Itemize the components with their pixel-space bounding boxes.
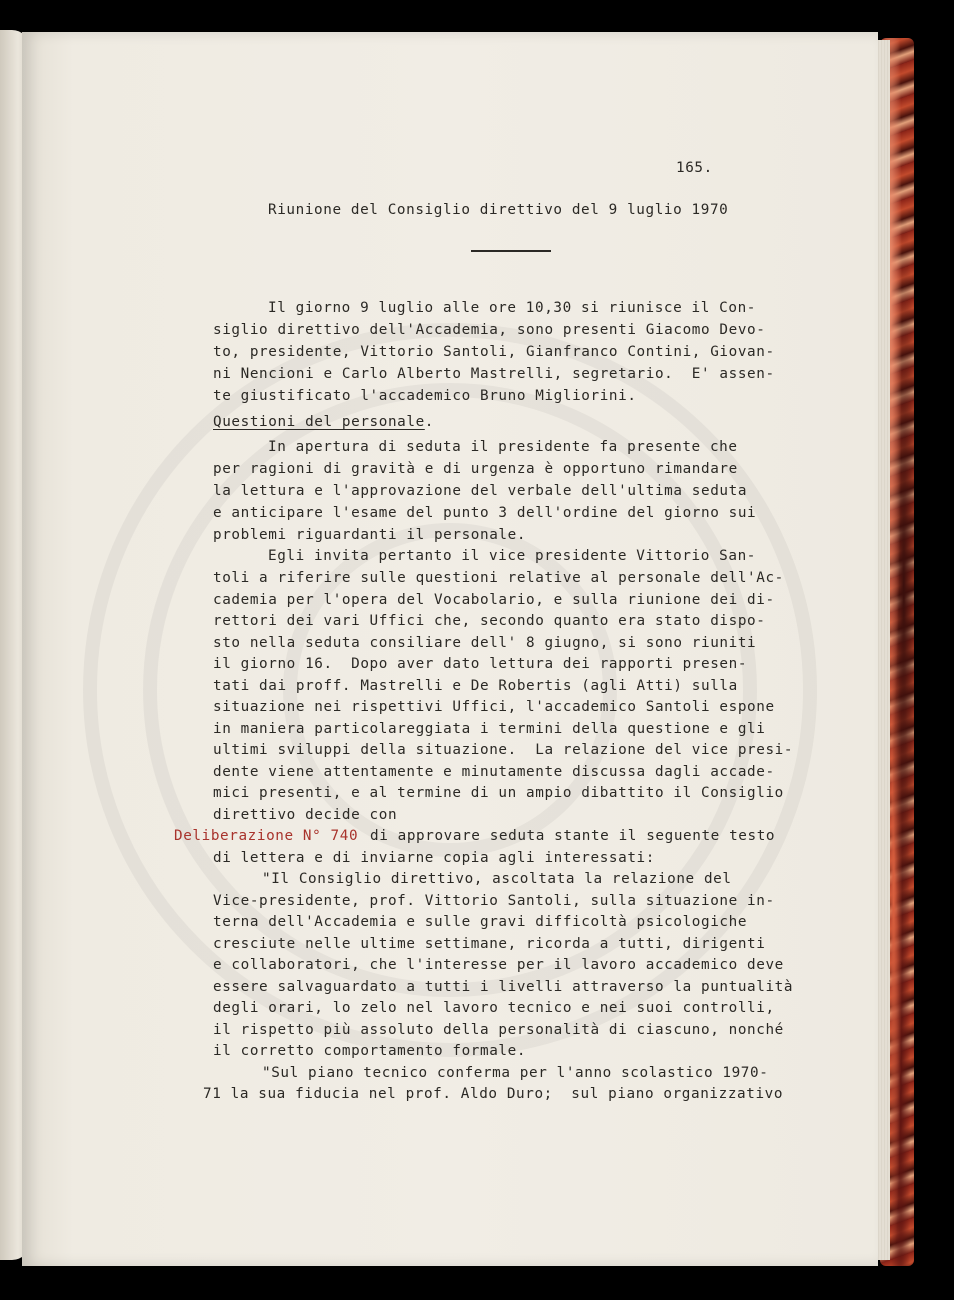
document-title: Riunione del Consiglio direttivo del 9 luglio 1970 <box>268 202 729 218</box>
text-line: di approvare seduta stante il seguente testo <box>370 828 776 844</box>
text-line: di lettera e di inviarne copia agli interessati: <box>213 850 655 866</box>
section-heading: Questioni del personale <box>213 414 425 430</box>
text-line: mici presenti, e al termine di un ampio dibattito il Consiglio <box>213 785 784 801</box>
text-line: degli orari, lo zelo nel lavoro tecnico e nei suoi controlli, <box>213 1000 775 1016</box>
text-line: situazione nei rispettivi Uffici, l'accademico Santoli espone <box>213 699 775 715</box>
text-line: "Il Consiglio direttivo, ascoltata la relazione del <box>262 871 732 887</box>
text-line: rettori dei vari Uffici che, secondo quanto era stato dispo- <box>213 613 766 629</box>
text-line: e anticipare l'esame del punto 3 dell'ordine del giorno sui <box>213 505 757 521</box>
text-line: ni Nencioni e Carlo Alberto Mastrelli, segretario. E' assen- <box>213 366 775 382</box>
text-line: to, presidente, Vittorio Santoli, Gianfranco Contini, Giovan- <box>213 344 775 360</box>
text-line: te giustificato l'accademico Bruno Migliorini. <box>213 388 637 404</box>
text-line: sto nella seduta consiliare dell' 8 giugno, si sono riuniti <box>213 635 757 651</box>
text-line: cademia per l'opera del Vocabolario, e sulla riunione dei di- <box>213 592 775 608</box>
text-line: "Sul piano tecnico conferma per l'anno scolastico 1970- <box>262 1065 769 1081</box>
title-rule <box>471 250 551 252</box>
text-line: per ragioni di gravità e di urgenza è opportuno rimandare <box>213 461 738 477</box>
text-line: cresciute nelle ultime settimane, ricorda a tutti, dirigenti <box>213 936 766 952</box>
text-line: In apertura di seduta il presidente fa presente che <box>268 439 738 455</box>
text-line: il rispetto più assoluto della personalità di ciascuno, nonché <box>213 1022 784 1038</box>
page-number: 165. <box>676 160 713 176</box>
text-line: essere salvaguardato a tutti i livelli attraverso la puntualità <box>213 979 794 995</box>
margin-note-deliberazione: Deliberazione N° 740 <box>174 828 359 844</box>
text-line: in maniera particolareggiata i termini della questione e gli <box>213 721 766 737</box>
text-line: toli a riferire sulle questioni relative al personale dell'Ac- <box>213 570 784 586</box>
text-line: dente viene attentamente e minutamente discussa dagli accade- <box>213 764 775 780</box>
text-line: 71 la sua fiducia nel prof. Aldo Duro; sul piano organizzativo <box>203 1086 784 1102</box>
text-line: il giorno 16. Dopo aver dato lettura dei rapporti presen- <box>213 656 748 672</box>
text-line: problemi riguardanti il personale. <box>213 527 527 543</box>
text-line: e collaboratori, che l'interesse per il lavoro accademico deve <box>213 957 784 973</box>
text-line: il corretto comportamento formale. <box>213 1043 527 1059</box>
text-line: tati dai proff. Mastrelli e De Robertis (agli Atti) sulla <box>213 678 738 694</box>
section-heading-line <box>213 412 434 432</box>
text-line: Egli invita pertanto il vice presidente Vittorio San- <box>268 548 756 564</box>
section-heading-period: . <box>424 414 434 430</box>
text-line: siglio direttivo dell'Accademia, sono presenti Giacomo Devo- <box>213 322 766 338</box>
text-line: Vice-presidente, prof. Vittorio Santoli, sulla situazione in- <box>213 893 775 909</box>
text-line: direttivo decide con <box>213 807 398 823</box>
text-line: Il giorno 9 luglio alle ore 10,30 si riunisce il Con- <box>268 300 756 316</box>
text-line: la lettura e l'approvazione del verbale dell'ultima seduta <box>213 483 748 499</box>
text-line: ultimi sviluppi della situazione. La relazione del vice presi- <box>213 742 794 758</box>
text-line: terna dell'Accademia e sulle gravi difficoltà psicologiche <box>213 914 748 930</box>
